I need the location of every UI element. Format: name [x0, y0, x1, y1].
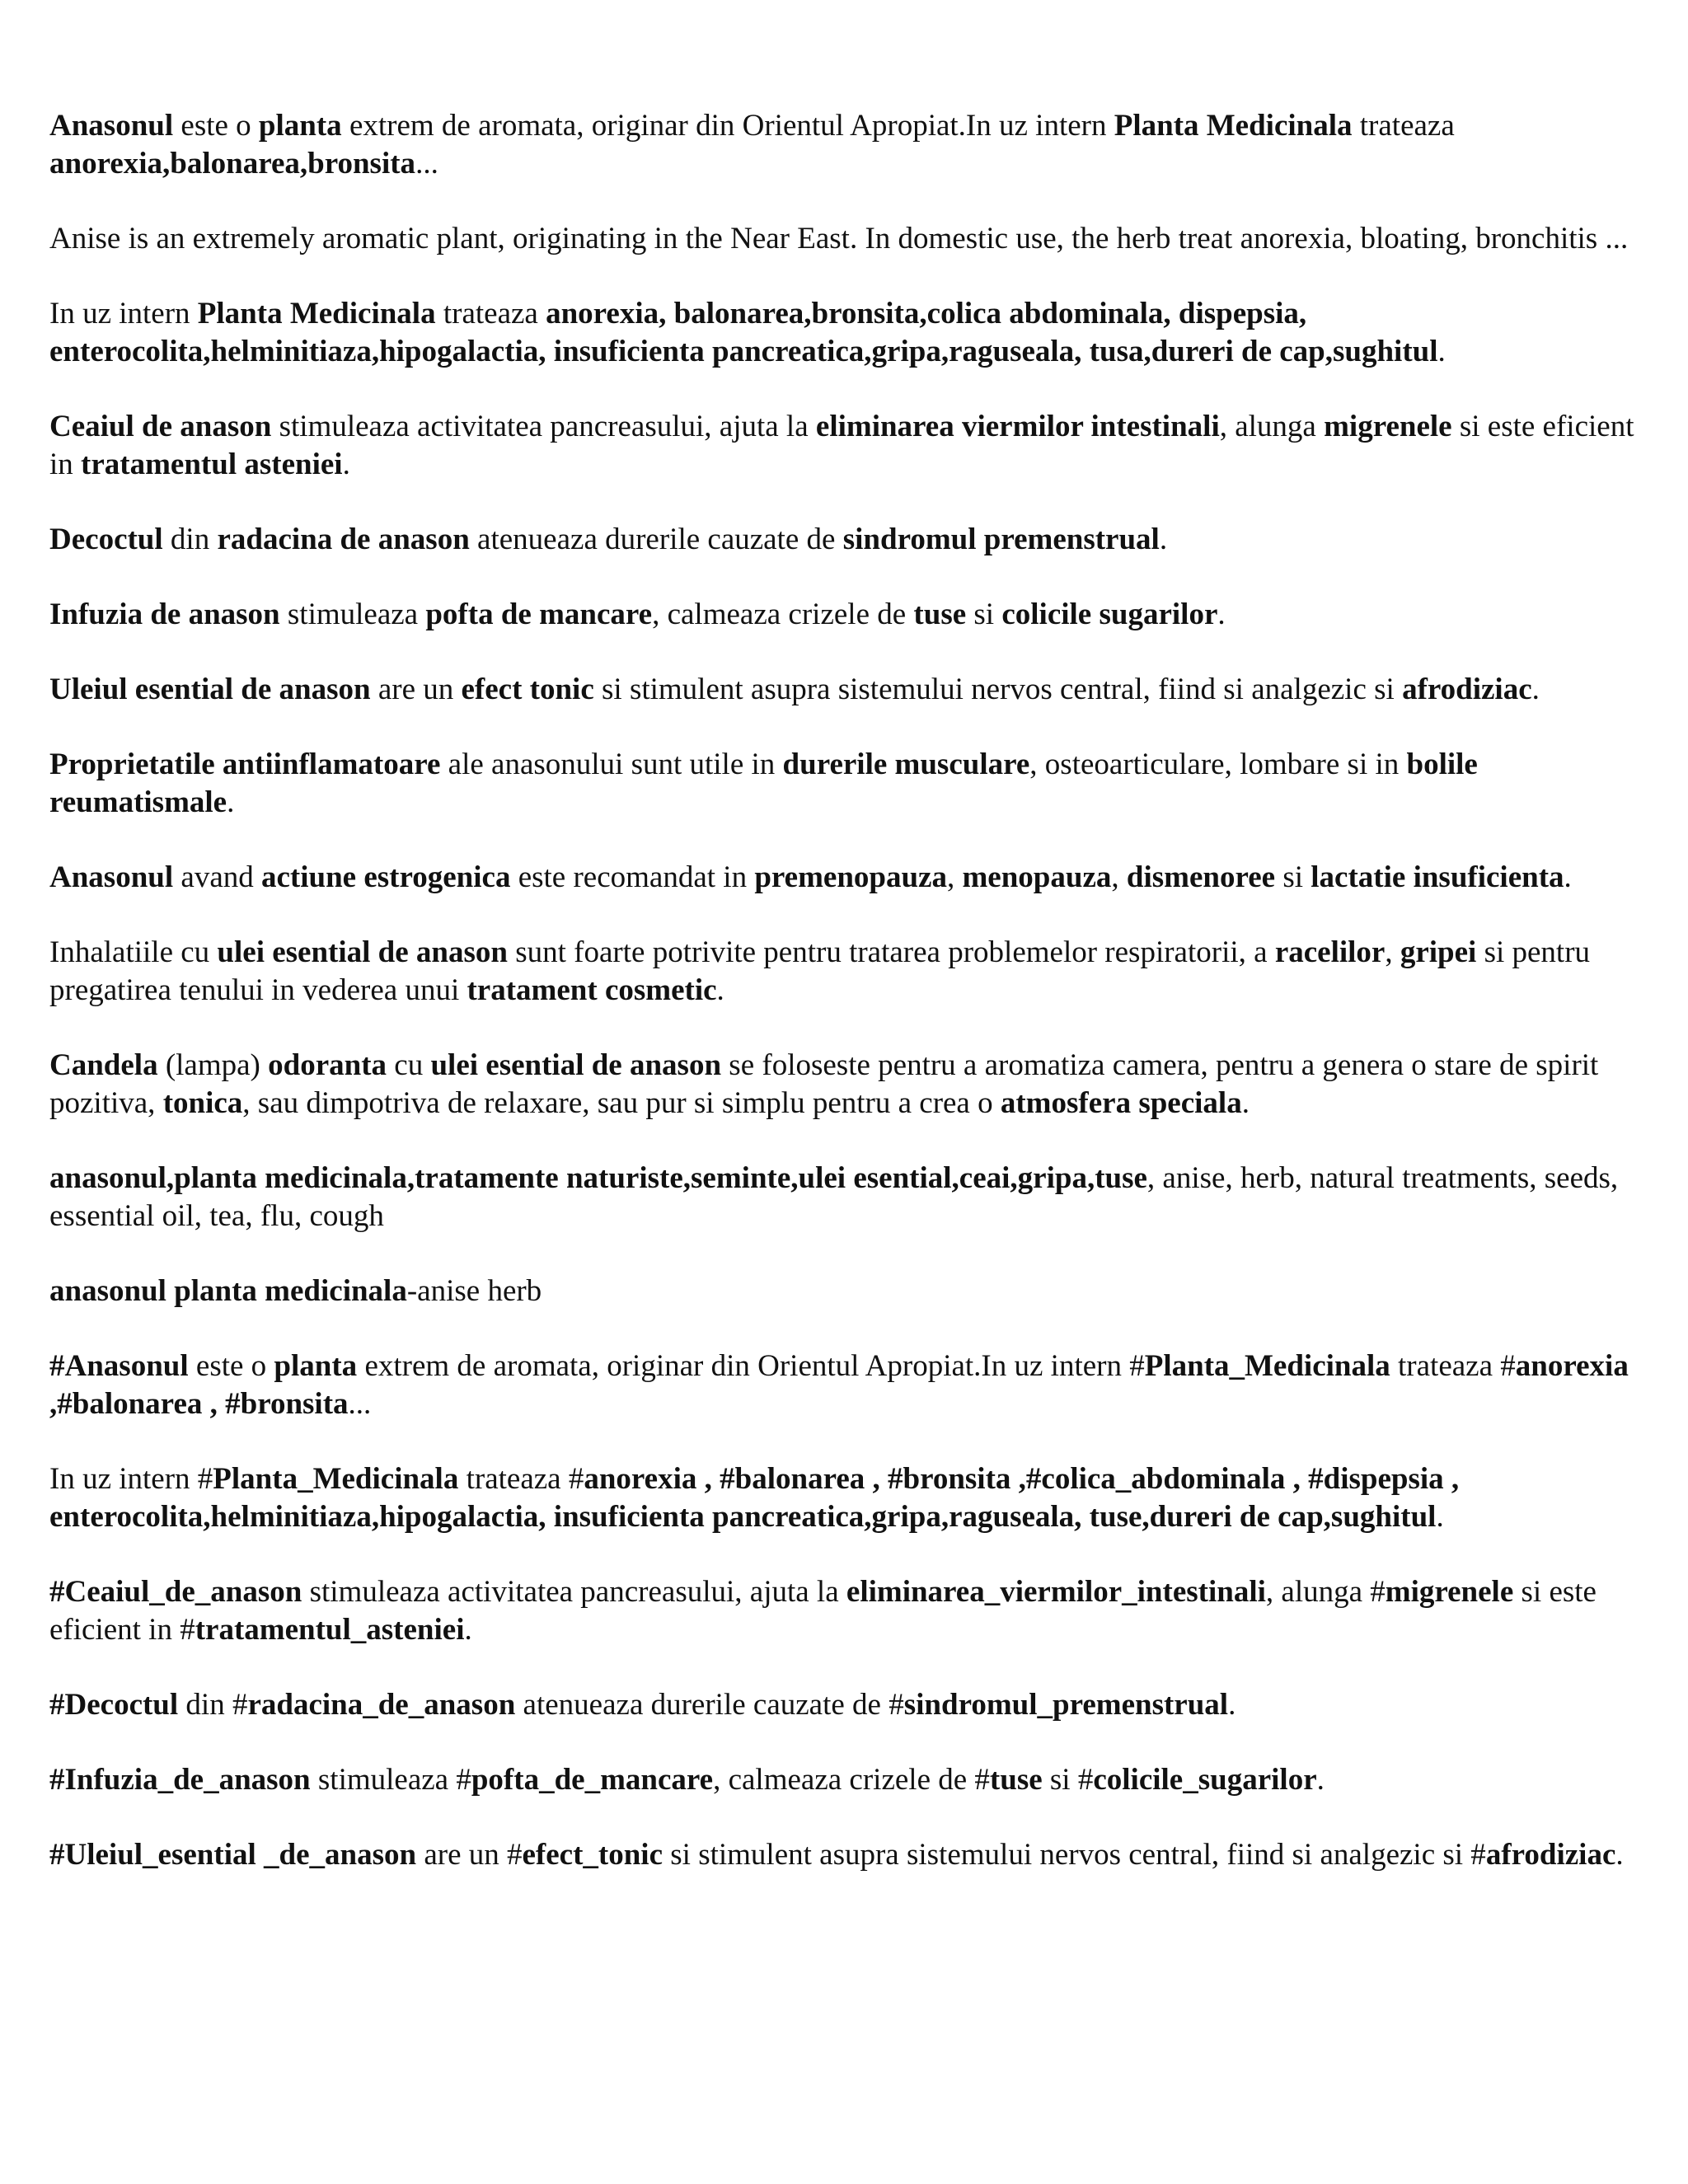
paragraph — [49, 1761, 1644, 1799]
text-segment: In uz intern — [49, 297, 198, 330]
text-segment: cu — [387, 1048, 431, 1082]
bold-text-segment: Infuzia de anason — [49, 598, 280, 631]
bold-text-segment: anorexia,balonarea,bronsita — [49, 147, 416, 180]
text-segment: trateaza — [435, 297, 546, 330]
document-body — [49, 107, 1644, 1911]
text-segment: . — [1531, 673, 1540, 706]
text-segment: stimuleaza activitatea pancreasului, ajuta la — [302, 1575, 846, 1609]
bold-text-segment: Planta_Medicinala — [1144, 1349, 1390, 1383]
text-segment: Inhalatiile cu — [49, 935, 218, 969]
bold-text-segment: sindromul_premenstrual — [903, 1688, 1229, 1722]
bold-text-segment: anorexia , #balonarea , #bronsita ,#colica_abdominala , #dispepsia , enterocolita,helminitiaza,hipogalactia, insuficienta pancreatica,gripa,raguseala, tuse,dureri de cap,sughitul — [49, 1462, 1460, 1534]
bold-text-segment: ulei esential de anason — [217, 935, 508, 969]
text-segment: , — [1385, 935, 1400, 969]
bold-text-segment: tratamentul_asteniei — [195, 1613, 465, 1647]
text-segment: (lampa) — [157, 1048, 269, 1082]
text-segment: extrem de aromata, originar din Orientul Apropiat.In uz intern — [341, 109, 1114, 143]
bold-text-segment: radacina de anason — [217, 523, 470, 556]
bold-text-segment: planta — [274, 1349, 358, 1383]
text-segment: Anise is an extremely aromatic plant, originating in the Near East. In domestic use, the herb treat anorexia, bloating, bronchitis ... — [49, 222, 1629, 255]
paragraph — [49, 220, 1644, 258]
bold-text-segment: odoranta — [268, 1048, 387, 1082]
paragraph — [49, 1272, 1644, 1310]
text-segment: , alunga — [1219, 410, 1325, 443]
paragraph — [49, 1686, 1644, 1724]
text-segment: sunt foarte potrivite pentru tratarea problemelor respiratorii, a — [508, 935, 1275, 969]
bold-text-segment: planta — [258, 109, 342, 143]
paragraph — [49, 934, 1644, 1010]
bold-text-segment: colicile_sugarilor — [1093, 1763, 1317, 1797]
bold-text-segment: anasonul,planta medicinala,tratamente naturiste,seminte,ulei esential,ceai,gripa,tuse — [49, 1161, 1147, 1195]
text-segment: , alunga # — [1265, 1575, 1386, 1609]
text-segment: trateaza — [1352, 109, 1455, 143]
bold-text-segment: radacina_de_anason — [247, 1688, 516, 1722]
paragraph — [49, 671, 1644, 709]
text-segment: si pentru pregatirea tenului in vederea unui — [49, 935, 1591, 1007]
text-segment: este o — [188, 1349, 274, 1383]
bold-text-segment: #Uleiul_esential _de_anason — [49, 1838, 417, 1872]
text-segment: este recomandat in — [510, 860, 755, 894]
bold-text-segment: Proprietatile antiinflamatoare — [49, 748, 441, 781]
text-segment: si — [966, 598, 1002, 631]
bold-text-segment: sindromul premenstrual — [842, 523, 1160, 556]
bold-text-segment: efect_tonic — [522, 1838, 663, 1872]
bold-text-segment: Candela — [49, 1048, 158, 1082]
paragraph — [49, 107, 1644, 183]
text-segment: . — [1564, 860, 1572, 894]
text-segment: . — [342, 448, 350, 481]
text-segment: stimuleaza # — [310, 1763, 471, 1797]
text-segment: trateaza # — [458, 1462, 584, 1496]
text-segment: avand — [173, 860, 261, 894]
paragraph — [49, 1047, 1644, 1122]
paragraph — [49, 746, 1644, 822]
bold-text-segment: pofta de mancare — [425, 598, 653, 631]
bold-text-segment: lactatie insuficienta — [1311, 860, 1564, 894]
paragraph — [49, 1160, 1644, 1235]
bold-text-segment: racelilor — [1274, 935, 1386, 969]
bold-text-segment: #Infuzia_de_anason — [49, 1763, 311, 1797]
bold-text-segment: Planta Medicinala — [197, 297, 436, 330]
text-segment: . — [1228, 1688, 1236, 1722]
bold-text-segment: tuse — [913, 598, 967, 631]
bold-text-segment: atmosfera speciala — [1000, 1086, 1242, 1120]
text-segment: si # — [1042, 1763, 1094, 1797]
bold-text-segment: colicile sugarilor — [1001, 598, 1218, 631]
text-segment: . — [464, 1613, 472, 1647]
text-segment: , calmeaza crizele de — [652, 598, 914, 631]
text-segment: din — [162, 523, 218, 556]
bold-text-segment: tuse — [989, 1763, 1043, 1797]
text-segment: stimuleaza — [279, 598, 426, 631]
bold-text-segment: #Anasonul — [49, 1349, 189, 1383]
text-segment: . — [716, 973, 724, 1007]
bold-text-segment: tonica — [162, 1086, 243, 1120]
bold-text-segment: menopauza — [962, 860, 1112, 894]
text-segment: , anise, herb, natural treatments, seeds, essential oil, tea, flu, cough — [49, 1161, 1619, 1233]
bold-text-segment: Anasonul — [49, 860, 174, 894]
bold-text-segment: anasonul planta medicinala — [49, 1274, 407, 1308]
bold-text-segment: efect tonic — [461, 673, 594, 706]
text-segment: stimuleaza activitatea pancreasului, ajuta la — [271, 410, 816, 443]
bold-text-segment: eliminarea viermilor intestinali — [815, 410, 1220, 443]
text-segment: In uz intern # — [49, 1462, 213, 1496]
paragraph — [49, 295, 1644, 371]
bold-text-segment: dismenoree — [1126, 860, 1276, 894]
bold-text-segment: actiune estrogenica — [261, 860, 511, 894]
bold-text-segment: Uleiul esential de anason — [49, 673, 371, 706]
text-segment: extrem de aromata, originar din Orientul Apropiat.In uz intern # — [357, 1349, 1145, 1383]
bold-text-segment: premenopauza — [754, 860, 947, 894]
paragraph — [49, 1836, 1644, 1874]
text-segment: . — [1159, 523, 1168, 556]
paragraph — [49, 408, 1644, 484]
text-segment: are un — [370, 673, 462, 706]
text-segment: , — [1111, 860, 1127, 894]
text-segment: , sau dimpotriva de relaxare, sau pur si simplu pentru a crea o — [242, 1086, 1001, 1120]
text-segment: . — [227, 785, 235, 819]
bold-text-segment: gripei — [1400, 935, 1477, 969]
text-segment: atenueaza durerile cauzate de # — [515, 1688, 904, 1722]
text-segment: , calmeaza crizele de # — [713, 1763, 990, 1797]
text-segment: si este eficient in — [49, 410, 1634, 481]
paragraph — [49, 1347, 1644, 1423]
text-segment: si — [1275, 860, 1311, 894]
text-segment: . — [1217, 598, 1226, 631]
text-segment: trateaza # — [1390, 1349, 1516, 1383]
text-segment: -anise herb — [406, 1274, 542, 1308]
bold-text-segment: Decoctul — [49, 523, 163, 556]
text-segment: , osteoarticulare, lombare si in — [1029, 748, 1407, 781]
bold-text-segment: tratamentul asteniei — [81, 448, 343, 481]
bold-text-segment: migrenele — [1385, 1575, 1514, 1609]
text-segment: . — [1316, 1763, 1325, 1797]
bold-text-segment: Anasonul — [49, 109, 174, 143]
bold-text-segment: Planta_Medicinala — [213, 1462, 459, 1496]
bold-text-segment: ulei esential de anason — [430, 1048, 722, 1082]
bold-text-segment: migrenele — [1324, 410, 1452, 443]
text-segment: . — [1241, 1086, 1250, 1120]
bold-text-segment: eliminarea_viermilor_intestinali — [846, 1575, 1266, 1609]
text-segment: , — [946, 860, 963, 894]
bold-text-segment: #Ceaiul_de_anason — [49, 1575, 302, 1609]
text-segment: ... — [415, 147, 438, 180]
text-segment: se foloseste pentru a aromatiza camera, pentru a genera o stare de spirit pozitiva, — [49, 1048, 1599, 1120]
bold-text-segment: afrodiziac — [1402, 673, 1532, 706]
paragraph — [49, 1573, 1644, 1649]
bold-text-segment: anorexia, balonarea,bronsita,colica abdominala, dispepsia, enterocolita,helminitiaza,hipogalactia, insuficienta pancreatica,gripa,raguseala, tusa,dureri de cap,sughitul — [49, 297, 1438, 368]
text-segment: din # — [178, 1688, 248, 1722]
text-segment: si stimulent asupra sistemului nervos central, fiind si analgezic si — [593, 673, 1403, 706]
paragraph — [49, 596, 1644, 634]
text-segment: ... — [348, 1387, 372, 1421]
bold-text-segment: afrodiziac — [1485, 1838, 1616, 1872]
paragraph — [49, 859, 1644, 897]
text-segment: are un # — [416, 1838, 523, 1872]
bold-text-segment: bolile reumatismale — [49, 748, 1478, 819]
bold-text-segment: durerile musculare — [782, 748, 1030, 781]
bold-text-segment: Planta Medicinala — [1114, 109, 1353, 143]
text-segment: . — [1615, 1838, 1624, 1872]
bold-text-segment: anorexia ,#balonarea , #bronsita — [49, 1349, 1629, 1421]
text-segment: este o — [173, 109, 259, 143]
paragraph — [49, 521, 1644, 559]
text-segment: atenueaza durerile cauzate de — [469, 523, 843, 556]
bold-text-segment: tratament cosmetic — [467, 973, 717, 1007]
bold-text-segment: #Decoctul — [49, 1688, 179, 1722]
paragraph — [49, 1460, 1644, 1536]
bold-text-segment: Ceaiul de anason — [49, 410, 272, 443]
text-segment: . — [1436, 1500, 1444, 1534]
text-segment: . — [1437, 335, 1446, 368]
bold-text-segment: pofta_de_mancare — [471, 1763, 714, 1797]
text-segment: si este eficient in # — [49, 1575, 1597, 1647]
text-segment: si stimulent asupra sistemului nervos central, fiind si analgezic si # — [663, 1838, 1486, 1872]
text-segment: ale anasonului sunt utile in — [440, 748, 783, 781]
